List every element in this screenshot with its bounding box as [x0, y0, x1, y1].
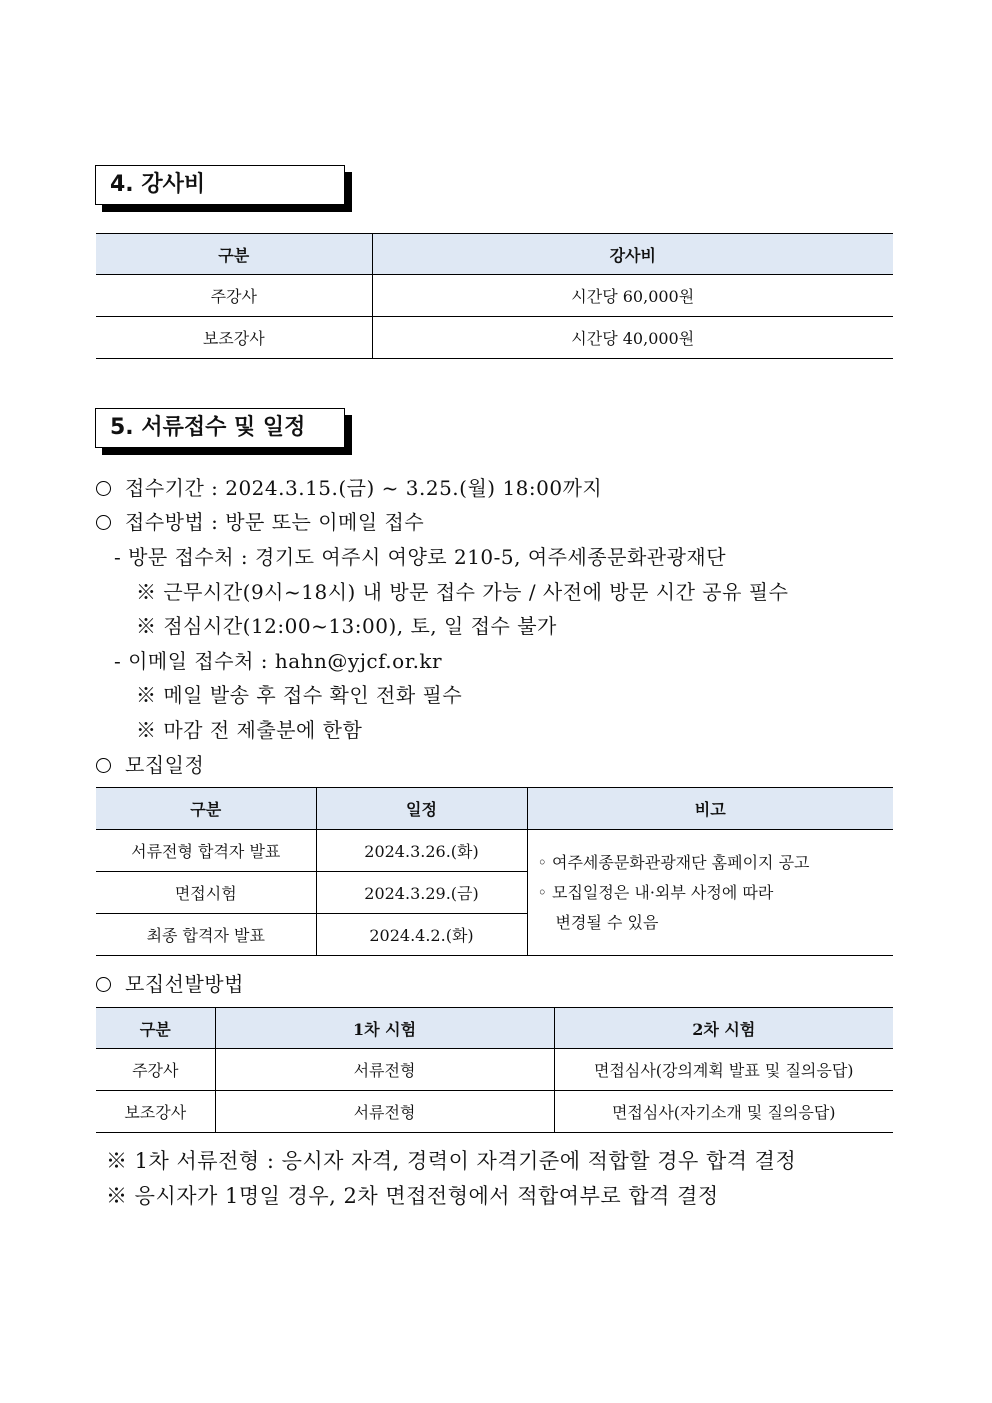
visit-note-1: ※ 근무시간(9시~18시) 내 방문 접수 가능 / 사전에 방문 시간 공유 필수 — [136, 580, 789, 604]
email-note-1: ※ 메일 발송 후 접수 확인 전화 필수 — [136, 683, 463, 707]
table-header: 일정 — [316, 788, 527, 830]
instructor-fee-table — [96, 233, 893, 359]
email-line: - 이메일 접수처 : hahn@yjcf.or.kr — [114, 649, 443, 673]
table-header: 강사비 — [372, 234, 893, 275]
table-cell: 2024.3.29.(금) — [316, 872, 527, 914]
table-row — [96, 1049, 893, 1091]
visit-note-2: ※ 점심시간(12:00~13:00), 토, 일 접수 불가 — [136, 614, 557, 638]
schedule-heading: 모집일정 — [96, 749, 204, 778]
table-cell: 보조강사 — [96, 317, 372, 359]
table-cell: 주강사 — [96, 1049, 215, 1091]
table-row — [96, 1091, 893, 1133]
table-cell: 면접시험 — [96, 872, 316, 914]
table-header: 구분 — [96, 788, 316, 830]
email-note-2: ※ 마감 전 제출분에 한함 — [136, 718, 363, 742]
selection-heading: 모집선발방법 — [96, 968, 244, 997]
schedule-table — [96, 787, 893, 956]
method-line: 접수방법 : 방문 또는 이메일 접수 — [96, 506, 424, 535]
schedule-note: ◦ 여주세종문화관광재단 홈페이지 공고 ◦ 모집일정은 내·외부 사정에 따라 변경될 수 있음 — [527, 830, 893, 956]
section-5-title: 5. 서류접수 및 일정 — [95, 408, 345, 448]
table-header: 구분 — [96, 1008, 215, 1049]
footnote-1: ※ 1차 서류전형 : 응시자 자격, 경력이 자격기준에 적합할 경우 합격 결정 — [106, 1149, 797, 1173]
table-header: 구분 — [96, 234, 372, 275]
table-cell: 시간당 60,000원 — [372, 275, 893, 317]
table-row — [96, 275, 893, 317]
visit-line: - 방문 접수처 : 경기도 여주시 여양로 210-5, 여주세종문화관광재단 — [114, 545, 727, 569]
table-header: 2차 시험 — [554, 1008, 893, 1049]
table-cell: 서류전형 합격자 발표 — [96, 830, 316, 872]
table-cell: 서류전형 — [215, 1049, 554, 1091]
circle-bullet-icon — [96, 758, 111, 773]
table-cell: 면접심사(자기소개 및 질의응답) — [554, 1091, 893, 1133]
table-cell: 2024.3.26.(화) — [316, 830, 527, 872]
table-cell: 최종 합격자 발표 — [96, 914, 316, 956]
table-cell: 주강사 — [96, 275, 372, 317]
table-cell: 2024.4.2.(화) — [316, 914, 527, 956]
table-cell: 시간당 40,000원 — [372, 317, 893, 359]
table-cell: 보조강사 — [96, 1091, 215, 1133]
footnote-2: ※ 응시자가 1명일 경우, 2차 면접전형에서 적합여부로 합격 결정 — [106, 1184, 719, 1208]
table-row — [96, 317, 893, 359]
table-header: 1차 시험 — [215, 1008, 554, 1049]
section-4-title: 4. 강사비 — [95, 165, 345, 205]
selection-table — [96, 1007, 893, 1133]
table-cell: 면접심사(강의계획 발표 및 질의응답) — [554, 1049, 893, 1091]
circle-bullet-icon — [96, 481, 111, 496]
circle-bullet-icon — [96, 977, 111, 992]
circle-bullet-icon — [96, 515, 111, 530]
table-row — [96, 830, 893, 872]
table-cell: 서류전형 — [215, 1091, 554, 1133]
table-header: 비고 — [527, 788, 893, 830]
period-line: 접수기간 : 2024.3.15.(금) ~ 3.25.(월) 18:00까지 — [96, 472, 602, 501]
